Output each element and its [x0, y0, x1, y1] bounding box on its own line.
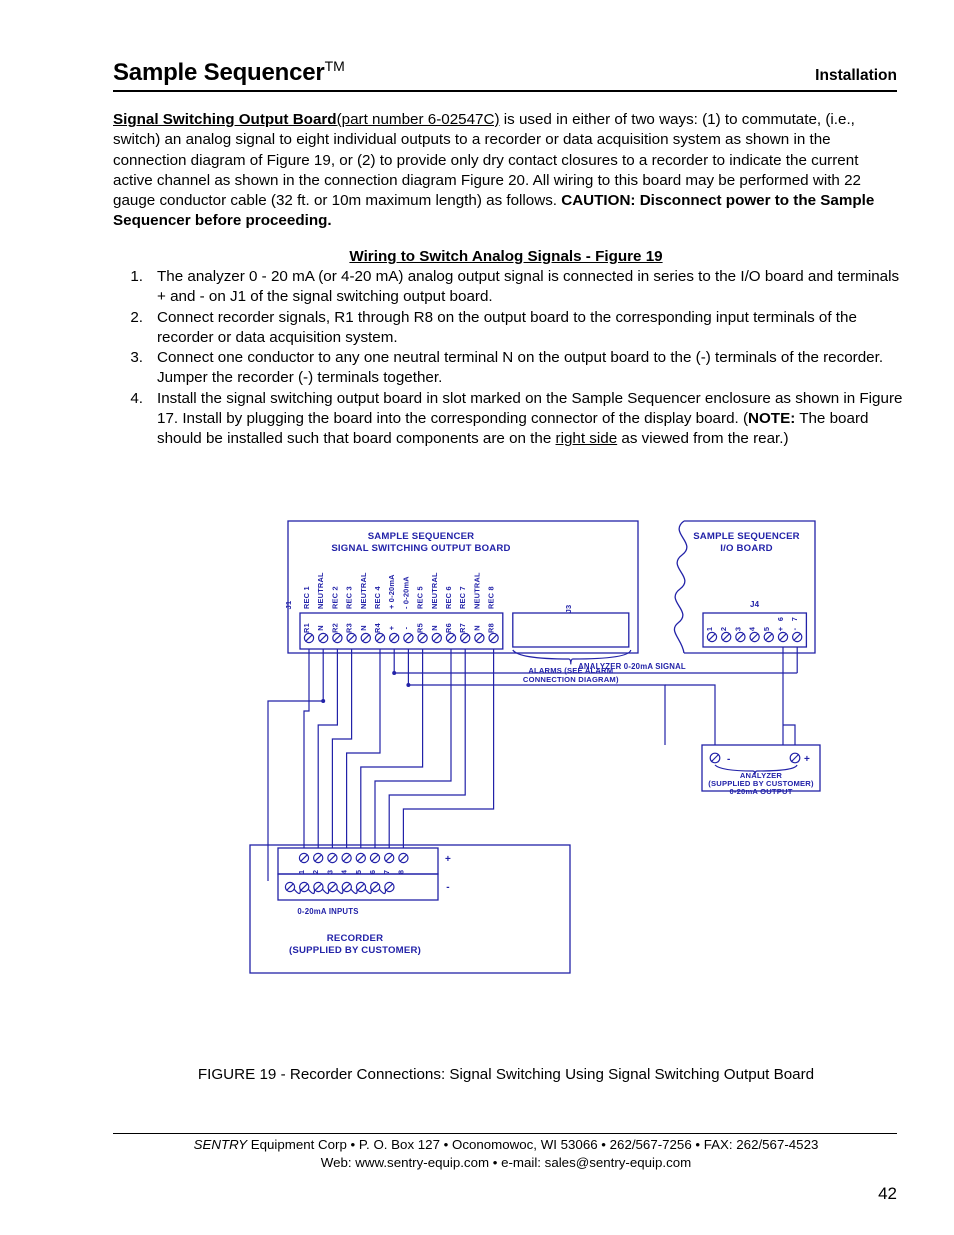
recorder-jumper-6 [365, 889, 371, 894]
terminal-label-12: NEUTRAL [472, 572, 482, 609]
alarms-note-line2: CONNECTION DIAGRAM) [522, 675, 619, 684]
terminal-label-8: REC 5 [415, 586, 425, 609]
io-board-title-line2: I/O BOARD [720, 543, 773, 554]
recorder-terminal-num-5: 5 [353, 869, 363, 875]
recorder-title-line2: (SUPPLIED BY CUSTOMER) [289, 945, 421, 956]
io-terminal-num-6: 7 [790, 616, 800, 622]
recorder-plus-screw-7 [385, 853, 394, 862]
footer-line-2: Web: www.sentry-equip.com • e-mail: sales@sentry-equip.com [320, 1154, 692, 1170]
terminal-id-2: R2 [330, 623, 340, 633]
step4-part-c: as viewed from the rear.) [617, 430, 789, 448]
recorder-minus-strip [278, 874, 438, 900]
terminal-screw-N [475, 633, 484, 642]
list-item-number: 1. [130, 268, 143, 285]
recorder-plus-screw-5 [356, 853, 365, 862]
terminal-id-10: R6 [444, 623, 453, 633]
wire-rec-5 [361, 649, 423, 848]
terminal-id-12: N [472, 625, 482, 631]
neutral-junction-dot [321, 699, 325, 703]
io-terminal-id-2: 3 [733, 626, 743, 632]
terminal-screw-R5 [418, 633, 427, 642]
list-item [113, 348, 903, 389]
terminal-id-11: R7 [458, 623, 468, 633]
terminal-screw-- [404, 633, 413, 642]
terminal-label-9: NEUTRAL [429, 572, 439, 609]
terminal-id-0: R1 [302, 623, 311, 633]
terminal-id-5: R4 [373, 623, 382, 633]
list-item-text: Connect recorder signals, R1 through R8 on the output board to the corresponding input terminals of the recorder or data acquisition system. [157, 308, 857, 346]
terminal-label-4: NEUTRAL [358, 572, 368, 609]
company-name: SENTRY [193, 1137, 248, 1152]
analyzer-plus-screw [790, 753, 800, 763]
bus-dot-plus [392, 671, 396, 675]
recorder-minus-screw-3 [314, 882, 323, 891]
bus-dot-minus [406, 683, 410, 687]
list-item [113, 389, 903, 450]
terminal-screw-N [361, 633, 370, 642]
recorder-terminal-num-6: 6 [368, 869, 377, 875]
terminal-screw-R6 [446, 633, 455, 642]
recorder-inputs-label: 0-20mA INPUTS [297, 907, 359, 916]
recorder-minus-screw-6 [356, 882, 365, 891]
terminal-label-3: REC 3 [344, 586, 354, 609]
j1-label: J1 [284, 600, 293, 610]
header-section-label: Installation [815, 67, 897, 84]
page-number: 42 [878, 1184, 897, 1203]
step4-part-b: The board should be installed such that board components are on the [157, 410, 869, 448]
analyzer-minus-label: - [727, 754, 731, 765]
recorder-jumper-2 [308, 889, 314, 894]
terminal-screw-R3 [347, 633, 356, 642]
io-terminal-id-4: 5 [761, 626, 771, 632]
recorder-minus-label: - [446, 882, 450, 893]
io-terminal-id-1: 2 [719, 626, 729, 632]
terminal-screw-N [319, 633, 328, 642]
terminal-label-11: REC 7 [458, 586, 468, 609]
recorder-jumper-5 [351, 889, 357, 894]
terminal-id-1: N [316, 625, 326, 631]
io-terminal-screw-+ [778, 632, 787, 641]
recorder-minus-screw-2 [300, 882, 309, 891]
analyzer-signal-label: ANALYZER 0-20mA SIGNAL [578, 662, 686, 671]
page-title [113, 58, 345, 87]
recorder-plus-screw-4 [342, 853, 351, 862]
terminal-id-9: N [429, 625, 439, 631]
intro-part-number: (part number 6-02547C) [336, 111, 500, 128]
output-board-title-line1: SAMPLE SEQUENCER [367, 531, 475, 542]
section-heading [113, 248, 899, 265]
terminal-screw-R7 [461, 633, 470, 642]
recorder-title-line1: RECORDER [326, 933, 384, 944]
wire-rec-7 [389, 649, 465, 848]
recorder-plus-screw-8 [399, 853, 408, 862]
recorder-jumper-3 [322, 889, 328, 894]
recorder-plus-screw-3 [328, 853, 337, 862]
intro-paragraph [113, 110, 899, 232]
terminal-screw-R2 [333, 633, 342, 642]
list-item-number: 2. [130, 308, 143, 326]
analyzer-line3: 0-20mA OUTPUT [729, 787, 793, 796]
list-item [113, 267, 903, 308]
recorder-terminal-num-7: 7 [382, 869, 392, 875]
wire-rec-1 [304, 649, 309, 848]
terminal-label-6: + 0-20mA [387, 574, 397, 609]
recorder-plus-screw-1 [299, 853, 308, 862]
recorder-plus-label: + [444, 854, 452, 865]
io-board-wavy-edge [674, 521, 686, 653]
list-item-text: The analyzer 0 - 20 mA (or 4-20 mA) analog output signal is connected in series to the I/O board and terminals + and - on J1 of the signal switching output board. [157, 268, 900, 306]
wiring-diagram-svg [240, 505, 840, 975]
terminal-id-7: - [401, 626, 411, 630]
terminal-id-6: + [387, 625, 397, 631]
recorder-terminal-num-4: 4 [339, 869, 349, 875]
io-terminal-screw-- [793, 632, 802, 641]
wire-analyzer-minus [665, 685, 715, 745]
list-item-text [157, 389, 903, 450]
terminal-label-13: REC 8 [486, 586, 496, 609]
wire-neutral-to-recorder [268, 649, 323, 881]
recorder-terminal-num-1: 1 [297, 869, 306, 875]
io-terminal-id-3: 4 [747, 626, 757, 632]
io-terminal-screw-4 [750, 632, 759, 641]
j3-alarm-connector [513, 613, 629, 647]
terminal-screw-+ [390, 633, 399, 642]
terminal-id-13: R8 [486, 623, 496, 633]
wire-rec-2 [318, 649, 337, 848]
terminal-screw-N [432, 633, 441, 642]
recorder-terminal-num-2: 2 [311, 869, 321, 875]
io-terminal-id-0: 1 [705, 626, 714, 632]
terminal-label-10: REC 6 [444, 586, 453, 609]
recorder-jumper-1 [294, 889, 300, 894]
step4-part-a: Install the signal switching output board in slot marked on the Sample Sequencer enclosure as shown in Figure 17. Install by plugging the board into the corresponding connector of the display board. ( [157, 389, 903, 428]
recorder-plus-screw-2 [314, 853, 323, 862]
intro-lead-bold: Signal Switching Output Board [113, 111, 337, 128]
terminal-label-1: NEUTRAL [316, 572, 326, 609]
list-item-number: 3. [130, 349, 143, 367]
alarms-note-line1: ALARMS (SEE ALARM [528, 666, 614, 675]
io-terminal-screw-2 [722, 632, 731, 641]
recorder-minus-screw-4 [328, 882, 337, 891]
section-heading-text: Wiring to Switch Analog Signals - Figure 19 [349, 248, 663, 265]
recorder-minus-screw-7 [371, 882, 380, 891]
analyzer-plus-label: + [804, 754, 811, 765]
recorder-minus-screw-5 [342, 882, 351, 891]
terminal-id-3: R3 [344, 623, 354, 633]
analyzer-minus-screw [710, 753, 720, 763]
intro-body-text: is used in either of two ways: (1) to commutate, (i.e., switch) an analog signal to eight individual outputs to a recorder or data acquisition system as shown in the connection diagram of Figure 19, or (2) to provide only dry contact closures to a recorder to indicate the current active channel as shown in the connection diagram Figure 20. All wiring to this board may be performed with 22 gauge conductor cable (32 ft. or 10m maximum length) as follows. [113, 111, 861, 210]
io-terminal-screw-3 [736, 632, 745, 641]
list-item [113, 308, 903, 349]
analyzer-line1: ANALYZER [739, 771, 783, 780]
output-board-title-line2: SIGNAL SWITCHING OUTPUT BOARD [331, 543, 511, 554]
footer-divider [113, 1133, 897, 1134]
terminal-label-5: REC 4 [373, 586, 382, 609]
io-terminal-screw-1 [707, 632, 716, 641]
terminal-label-2: REC 2 [330, 586, 340, 609]
io-terminal-id-6: - [790, 627, 800, 631]
wire-rec-6 [375, 649, 451, 848]
wire-analyzer-plus [783, 725, 795, 745]
recorder-jumper-4 [337, 889, 343, 894]
j3-label: J3 [563, 604, 573, 614]
instruction-list [113, 267, 903, 450]
recorder-plus-screw-6 [370, 853, 379, 862]
io-board-title-line1: SAMPLE SEQUENCER [693, 531, 800, 542]
trademark-symbol: TM [324, 58, 345, 74]
list-item-number: 4. [130, 389, 143, 407]
io-terminal-num-5: 6 [776, 616, 785, 622]
j4-label: J4 [750, 600, 760, 609]
company-contact: Equipment Corp • P. O. Box 127 • Oconomowoc, WI 53066 • 262/567-7256 • FAX: 262/567-4523 [247, 1137, 819, 1152]
step4-underlined: right side [555, 430, 618, 448]
terminal-id-8: R5 [415, 623, 425, 633]
io-terminal-screw-5 [764, 632, 773, 641]
footer-line-1 [113, 1136, 899, 1154]
recorder-minus-screw-1 [285, 882, 294, 891]
terminal-id-4: N [358, 625, 368, 631]
terminal-screw-R4 [375, 633, 384, 642]
terminal-label-0: REC 1 [302, 586, 311, 609]
page-header [113, 58, 897, 92]
page-footer [113, 1136, 899, 1171]
terminal-label-7: - 0-20mA [401, 576, 411, 609]
wiring-diagram [240, 505, 840, 975]
page-title-text: Sample Sequencer [113, 59, 325, 86]
terminal-screw-R8 [489, 633, 498, 642]
recorder-minus-screw-8 [385, 882, 394, 891]
terminal-screw-R1 [304, 633, 313, 642]
figure-caption: FIGURE 19 - Recorder Connections: Signal Switching Using Signal Switching Output Board [197, 1066, 815, 1083]
recorder-terminal-num-3: 3 [325, 869, 335, 875]
recorder-jumper-7 [379, 889, 385, 894]
recorder-terminal-num-8: 8 [396, 869, 406, 875]
list-item-text: Connect one conductor to any one neutral terminal N on the output board to the (-) terminals of the recorder. Jumper the recorder (-) terminals together. [157, 349, 884, 387]
analyzer-line2: (SUPPLIED BY CUSTOMER) [708, 779, 814, 788]
step4-note-label: NOTE: [748, 410, 796, 428]
wire-rec-3 [332, 649, 351, 848]
io-terminal-id-5: + [776, 626, 785, 632]
intro-caution: CAUTION: Disconnect power to the Sample Sequencer before proceeding. [113, 192, 875, 230]
wire-rec-8 [403, 649, 493, 848]
